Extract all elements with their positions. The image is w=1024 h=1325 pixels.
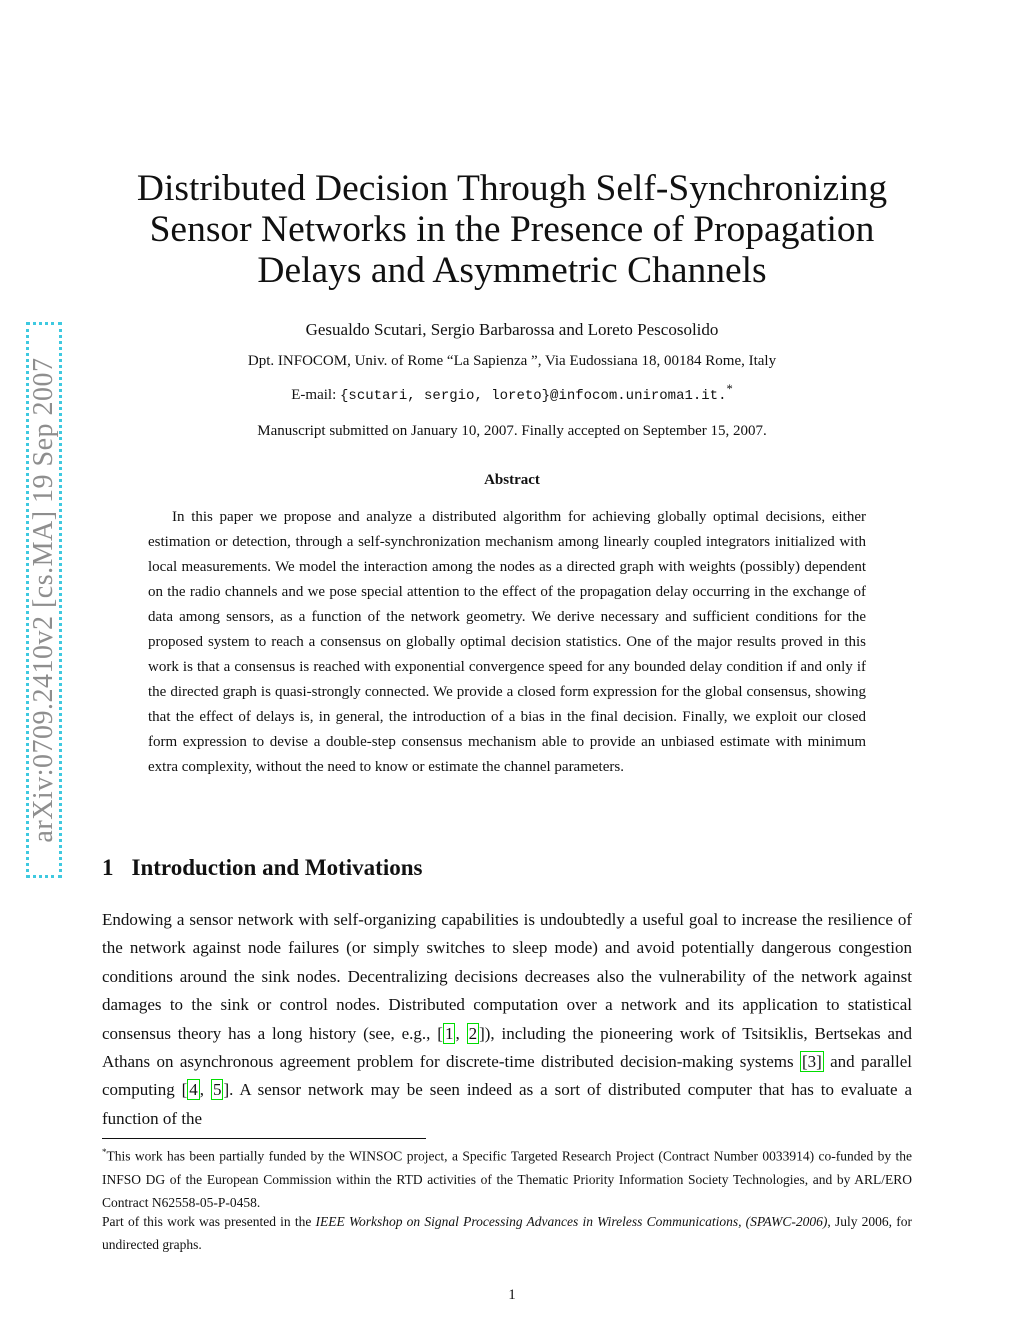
intro-text: Endowing a sensor network with self-organizing capabilities is undoubtedly a useful goal to increase the resilience of the network against node failures (or simply switches to sleep mode) and avoid potentially dangerous congestion conditions around the sink nodes. Decentralizing decisions decreases also the vulnerability of the network against damages to the sink or control nodes. Distributed computation over a network and its application to statistical consensus theory has a long history (see, e.g., [ (102, 910, 912, 1043)
page-number: 1 (508, 1287, 516, 1303)
section-title: Introduction and Motivations (131, 855, 423, 880)
abstract-text: In this paper we propose and analyze a distributed algorithm for achieving globally optimal decisions, either estimation or detection, through a self-synchronization mechanism among linearly coupled integrators initialized with local measurements. We model the interaction among the nodes as a directed graph with weights (possibly) dependent on the radio channels and we pose special attention to the effect of the propagation delay occurring in the exchange of data among sensors, as a function of the network geometry. We derive necessary and sufficient conditions for the proposed system to reach a consensus on globally optimal decision statistics. One of the major results proved in this work is that a consensus is reached with exponential convergence speed for any bounded delay condition if and only if the directed graph is quasi-strongly connected. We provide a closed form expression for the global consensus, showing that the effect of delays is, in general, the introduction of a bias in the final decision. Finally, we exploit our closed form expression to devise a double-step consensus mechanism able to provide an unbiased estimate with minimum extra complexity, without the need to know or estimate the channel parameters. (148, 509, 866, 775)
intro-paragraph: Endowing a sensor network with self-organizing capabilities is undoubtedly a useful goal to increase the resilience of the network against node failures (or simply switches to sleep mode) and avoid potentially dangerous congestion conditions around the sink nodes. Decentralizing decisions decreases also the vulnerability of the network against damages to the sink or control nodes. Distributed computation over a network and its application to statistical consensus theory has a long history (see, e.g., [ 1 , 2 ]), including the pioneering work of Tsitsiklis, Bertsekas and Athans on asynchronous agreement problem for discrete-time distributed decision-making systems [3] and parallel computing [ 4 , 5 ]. A sensor network may be seen indeed as a sort of distributed computer that has to evaluate a function of the (102, 910, 913, 1128)
intro-text: and parallel computing [ (102, 1052, 912, 1100)
footnote-text: Part of this work was presented in the (102, 1214, 316, 1229)
footnote-presentation (102, 1210, 912, 1256)
title-line: Sensor Networks in the Presence of Propagation (149, 209, 875, 250)
intro-text: ]. A sensor network may be seen indeed as a sort of distributed computer that has to evaluate a function of the (102, 1080, 913, 1128)
footnote-rule (102, 1138, 426, 1139)
authors: Gesualdo Scutari, Sergio Barbarossa and Loreto Pescosolido (305, 320, 719, 339)
citation-link[interactable]: 5 (212, 1080, 222, 1100)
section-heading (102, 855, 422, 881)
email-label: E-mail: (291, 387, 341, 403)
arxiv-stamp[interactable] (26, 322, 62, 878)
abstract-heading: Abstract (484, 472, 540, 488)
footnote-text: , July 2006, for undirected graphs. (102, 1214, 912, 1252)
email-line (96, 382, 928, 404)
footnote-text: This work has been partially funded by the WINSOC project, a Specific Targeted Research Project (Contract Number 0033914) co-funded by the INFSO DG of the European Commission within the RTD activities of the Thematic Priority Information Society Technologies, and by ARL/ERO Contract N62558-05-P-0458. (102, 1148, 912, 1210)
citation-link[interactable]: [3] (801, 1052, 822, 1072)
citation-link[interactable]: 4 (189, 1080, 198, 1100)
email-addresses[interactable]: {scutari, sergio, loreto}@infocom.uniroma1.it. (340, 388, 727, 404)
citation-link[interactable]: 2 (468, 1023, 478, 1043)
affiliation: Dpt. INFOCOM, Univ. of Rome “La Sapienza ”, Via Eudossiana 18, 00184 Rome, Italy (247, 353, 777, 369)
manuscript-note: Manuscript submitted on January 10, 2007. Finally accepted on September 15, 2007. (257, 423, 767, 439)
footnote-venue: IEEE Workshop on Signal Processing Advances in Wireless Communications, (SPAWC-2006) (315, 1214, 828, 1229)
title-line: Delays and Asymmetric Channels (257, 250, 767, 291)
arxiv-identifier: arXiv:0709.2410v2 [cs.MA] 19 Sep 2007 (28, 357, 59, 843)
footnote-mark: * (102, 1147, 107, 1157)
paper-title (96, 168, 928, 291)
citation-link[interactable]: 1 (444, 1023, 454, 1043)
intro-text: ]), including the pioneering work of Tsitsiklis, Bertsekas and Athans on asynchronous agreement problem for discrete-time distributed decision-making systems (102, 1023, 913, 1072)
title-line: Distributed Decision Through Self-Synchronizing (136, 168, 888, 209)
footnote-funding (102, 1141, 912, 1214)
footnote-mark[interactable]: * (726, 382, 733, 396)
section-number: 1 (102, 855, 114, 880)
